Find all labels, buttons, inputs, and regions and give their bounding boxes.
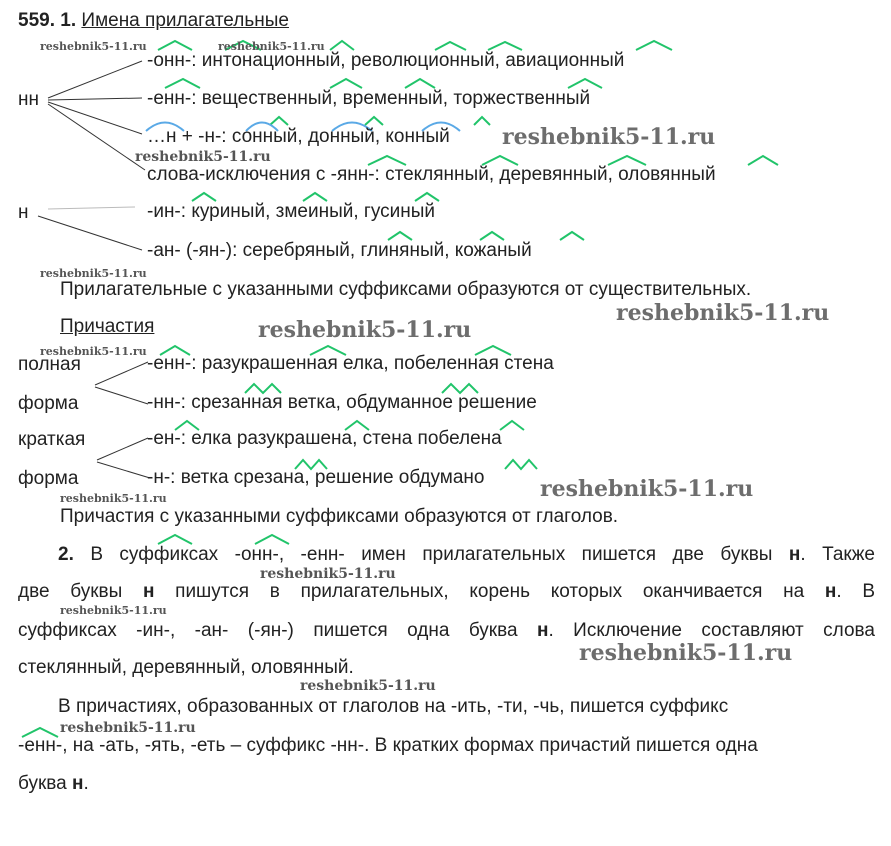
watermark: reshebnik5-11.ru (258, 317, 472, 343)
task-number: 559. (18, 10, 55, 31)
text-run: стеклянный, деревянный, оловянный. (18, 657, 354, 678)
section-title-adjectives: Имена прилагательные (81, 10, 289, 31)
adjective-row: …н + -н-: сонный, донный, конный (147, 126, 450, 147)
part-number: 1. (60, 10, 77, 31)
section-title-participles: Причастия (60, 316, 155, 337)
text-run: две буквы (18, 581, 143, 602)
watermark: reshebnik5-11.ru (40, 345, 147, 358)
paragraph-line (18, 544, 875, 566)
watermark: reshebnik5-11.ru (60, 720, 196, 736)
watermark: reshebnik5-11.ru (300, 678, 436, 694)
participle-row: -енн-: разукрашенная елка, побеленная стена (147, 353, 554, 374)
text-run: . Также (800, 544, 876, 565)
watermark: reshebnik5-11.ru (540, 476, 754, 502)
watermark: reshebnik5-11.ru (40, 267, 147, 280)
paragraph-line (58, 696, 728, 718)
text-run: В суффиксах -онн-, -енн- имен прилагательных пишется две буквы (90, 544, 789, 565)
paragraph-line (18, 620, 875, 642)
full-form-label: полная (18, 354, 81, 375)
short-form-label: форма (18, 468, 79, 489)
short-form-label: краткая (18, 429, 86, 450)
nn-label: нн (18, 89, 39, 110)
text-run: . Исключение составляют слова (548, 620, 875, 641)
text-run: пишутся в прилагательных, корень которых оканчивается на (154, 581, 825, 602)
adjective-row: -енн-: вещественный, временный, торжественный (147, 88, 591, 109)
watermark: reshebnik5-11.ru (40, 40, 147, 53)
watermark: reshebnik5-11.ru (260, 566, 396, 582)
watermark: reshebnik5-11.ru (60, 604, 167, 617)
text-run: -енн-, на -ать, -ять, -еть – суффикс -нн-. В кратких формах причастий пишется одна (18, 735, 758, 756)
text-run: . В (836, 581, 875, 602)
paragraph-line (18, 773, 89, 795)
participles-conclusion: Причастия с указанными суффиксами образуются от глаголов. (60, 506, 619, 527)
text-run: В причастиях, образованных от глаголов на -ить, -ти, -чь, пишется суффикс (58, 696, 729, 717)
participle-row: -нн-: срезанная ветка, обдуманное решение (147, 392, 537, 413)
adjective-row: -ин-: куриный, змеиный, гусиный (147, 201, 435, 222)
bold-letter: н (72, 773, 84, 794)
n-label: н (18, 202, 29, 223)
bold-letter: н (536, 620, 549, 641)
watermark: reshebnik5-11.ru (135, 149, 271, 165)
participle-row: -ен-: елка разукрашена, стена побелена (147, 428, 502, 449)
paragraph-line (18, 581, 875, 603)
watermark: reshebnik5-11.ru (502, 124, 716, 150)
bold-letter: н (142, 581, 155, 602)
text-run: буква (18, 773, 73, 794)
bold-letter: н (824, 581, 837, 602)
watermark: reshebnik5-11.ru (579, 640, 793, 666)
watermark: reshebnik5-11.ru (616, 300, 830, 326)
paragraph-line (18, 657, 354, 679)
adjectives-conclusion: Прилагательные с указанными суффиксами образуются от существительных. (60, 279, 752, 300)
participle-row: -н-: ветка срезана, решение обдумано (147, 467, 485, 488)
text-run: . (83, 773, 89, 794)
part-number: 2. (58, 544, 74, 565)
adjective-row: слова-исключения с -янн-: стеклянный, деревянный, оловянный (147, 164, 716, 185)
bold-letter: н (788, 544, 801, 565)
adjective-row: -ан- (-ян-): серебряный, глиняный, кожаный (147, 240, 532, 261)
text-run: суффиксах -ин-, -ан- (-ян-) пишется одна буква (18, 620, 537, 641)
paragraph-line (18, 735, 758, 757)
watermark: reshebnik5-11.ru (60, 492, 167, 505)
heading (18, 10, 289, 32)
adjective-row: -онн-: интонационный, революционный, авиационный (147, 50, 625, 71)
watermark: reshebnik5-11.ru (218, 40, 325, 53)
full-form-label: форма (18, 393, 79, 414)
